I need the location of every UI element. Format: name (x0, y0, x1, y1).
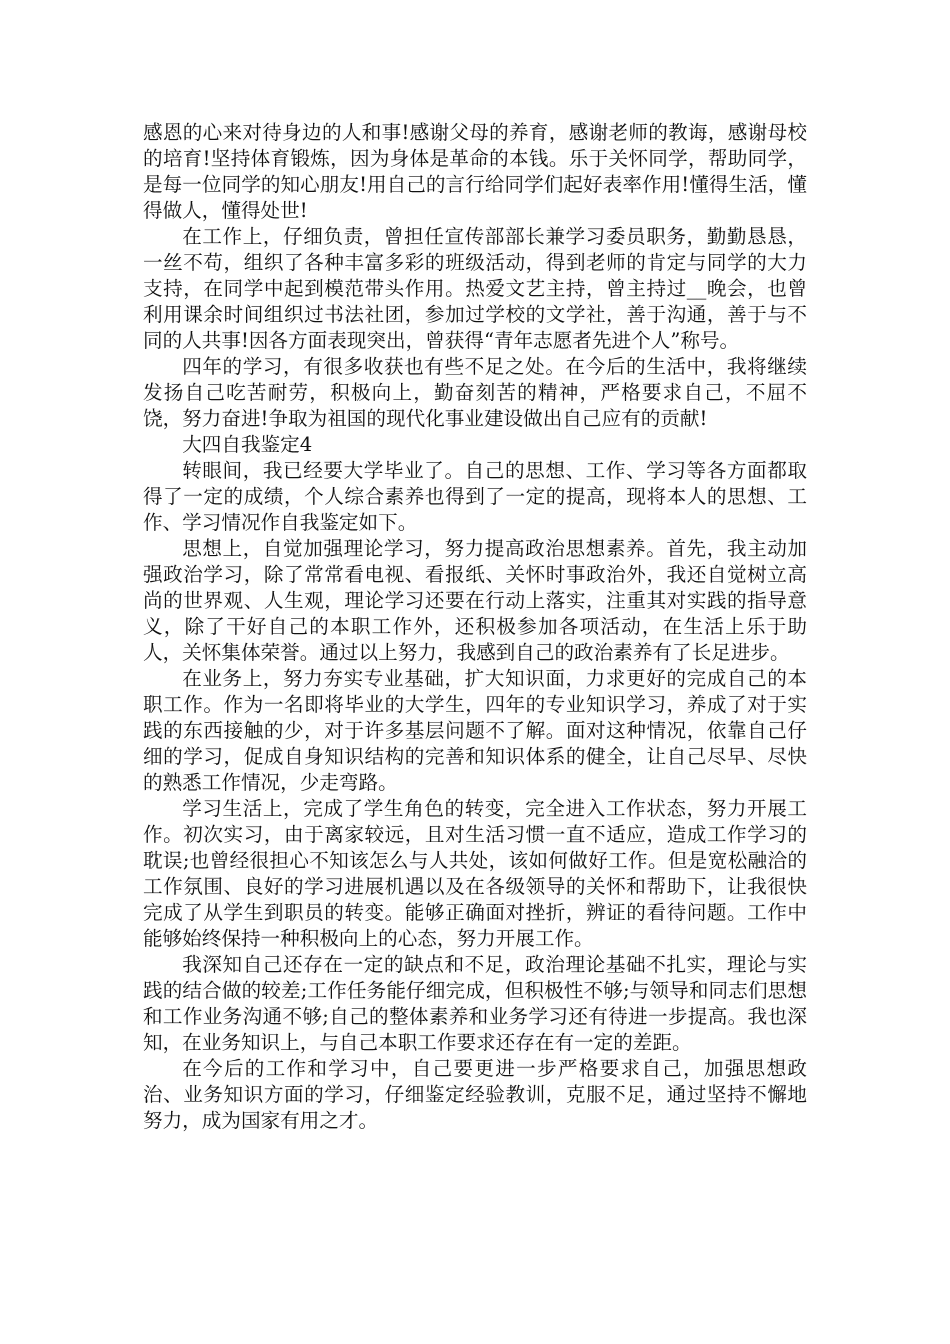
paragraph-business: 在业务上，努力夯实专业基础，扩大知识面，力求更好的完成自己的本职工作。作为一名即将毕业的大学生，四年的专业知识学习，养成了对于实践的东西接触的少，对于许多基层问题不了解。面对这种情况，依靠自己仔细的学习，促成自身知识结构的完善和知识体系的健全，让自己尽早、尽快的熟悉工作情况，少走弯路。 (143, 667, 807, 794)
paragraph-gratitude: 感恩的心来对待身边的人和事!感谢父母的养育，感谢老师的教诲，感谢母校的培育!坚持体育锻炼，因为身体是革命的本钱。乐于关怀同学，帮助同学，是每一位同学的知心朋友!用自己的言行给同学们起好表率作用!懂得生活，懂得做人，懂得处世! (143, 121, 807, 222)
document-body (143, 120, 807, 1134)
paragraph-shortcomings: 我深知自己还存在一定的缺点和不足，政治理论基础不扎实，理论与实践的结合做的较差;工作任务能仔细完成，但积极性不够;与领导和同志们思想和工作业务沟通不够;自己的整体素养和业务学习还有待进一步提高。我也深知，在业务知识上，与自己本职工作要求还存在有一定的差距。 (143, 953, 807, 1054)
paragraph-study-life: 学习生活上，完成了学生角色的转变，完全进入工作状态，努力开展工作。初次实习，由于离家较远，且对生活习惯一直不适应，造成工作学习的耽误;也曾经很担心不知该怎么与人共处，该如何做好工作。但是宽松融洽的工作氛围、良好的学习进展机遇以及在各级领导的关怀和帮助下，让我很快完成了从学生到职员的转变。能够正确面对挫折，辨证的看待问题。工作中能够始终保持一种积极向上的心态，努力开展工作。 (143, 797, 807, 950)
paragraph-intro: 转眼间，我已经要大学毕业了。自己的思想、工作、学习等各方面都取得了一定的成绩，个人综合素养也得到了一定的提高，现将本人的思想、工作、学习情况作自我鉴定如下。 (143, 459, 807, 534)
paragraph-future: 在今后的工作和学习中，自己要更进一步严格要求自己，加强思想政治、业务知识方面的学习，仔细鉴定经验教训，克服不足，通过坚持不懈地努力，成为国家有用之才。 (143, 1057, 807, 1132)
paragraph-thought: 思想上，自觉加强理论学习，努力提高政治思想素养。首先，我主动加强政治学习，除了常常看电视、看报纸、关怀时事政治外，我还自觉树立高尚的世界观、人生观，理论学习还要在行动上落实，注重其对实践的指导意义，除了干好自己的本职工作外，还积极参加各项活动，在生活上乐于助人，关怀集体荣誉。通过以上努力，我感到自己的政治素养有了长足进步。 (143, 537, 807, 664)
paragraph-four-years: 四年的学习，有很多收获也有些不足之处。在今后的生活中，我将继续发扬自己吃苦耐劳，积极向上，勤奋刻苦的精神，严格要求自己，不屈不饶，努力奋进!争取为祖国的现代化事业建设做出自己应有的贡献! (143, 355, 807, 430)
section-heading: 大四自我鉴定4 (182, 433, 313, 456)
paragraph-work: 在工作上，仔细负责，曾担任宣传部部长兼学习委员职务，勤勤恳恳，一丝不苟，组织了各种丰富多彩的班级活动，得到老师的肯定与同学的大力支持，在同学中起到模范带头作用。热爱文艺主持，曾主持过__晚会，也曾利用课余时间组织过书法社团，参加过学校的文学社，善于沟通，善于与不同的人共事!因各方面表现突出，曾获得“青年志愿者先进个人”称号。 (143, 225, 807, 352)
